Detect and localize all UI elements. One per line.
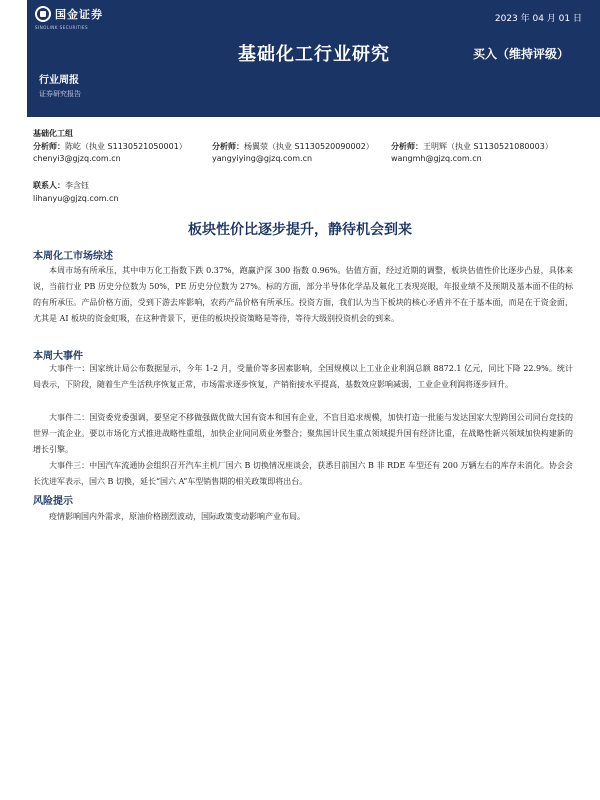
- analyst-group-name: 基础化工组: [33, 129, 73, 138]
- rating-badge: 买入（维持评级）: [473, 47, 570, 61]
- section-heading-events: 本周大事件: [33, 351, 83, 362]
- analyst-email[interactable]: wangmh@gjzq.com.cn: [391, 154, 482, 163]
- contact-label: 联系人：: [33, 181, 65, 190]
- analyst-label: 分析师：: [212, 142, 244, 151]
- report-date: 2023 年 04 月 01 日: [494, 14, 582, 24]
- contact-name: 李含钰: [65, 181, 89, 190]
- event-paragraph-2: 大事件二：国资委党委强调，要坚定不移做强做优做大国有资本和国有企业，不盲目追求规模，加快打造一批能与发达国家大型跨国公司同台竞技的世界一流企业。要以市场化方式推进战略性重组，加快企业间同质业务整合；聚焦国计民生重点领域提升国有经济比重，在战略性新兴领域加快构建新的增长引擎。: [33, 413, 573, 454]
- main-title: 板块性价比逐步提升，静待机会到来: [188, 222, 412, 238]
- contact-block: [33, 180, 119, 203]
- event-paragraph-3: 大事件三：中国汽车流通协会组织召开汽车主机厂国六 B 切换情况座谈会，获悉目前国六 B 非 RDE 车型还有 200 万辆左右的库存未消化。协会会长沈进军表示，国六 B 切换，延长“国六 A”车型销售期的相关政策即将出台。: [33, 461, 573, 486]
- report-type: 行业周报: [39, 75, 79, 86]
- report-title: 基础化工行业研究: [238, 44, 390, 65]
- analyst-entry: [212, 141, 391, 163]
- analyst-label: 分析师：: [33, 142, 65, 151]
- market-summary-paragraph: 本周市场有所承压，其中申万化工指数下跌 0.37%，跑赢沪深 300 指数 0.96%。估值方面，经过近期的调整，板块估值性价比逐步凸显，具体来说，当前行业 PB 历史分位数为 50%，PE 历史分位数为 27%。标的方面，部分半导体化学品及氟化工表现亮眼，年报业绩不及预期及基本面不佳的标的有所承压。产品价格方面，受到下游去库影响，农药产品价格有所承压。投资方面，我们认为当下板块的核心矛盾并不在于基本面，而是在于资金面，尤其是 AI 板块的资金虹吸，在这种背景下，更佳的板块投资策略是等待，等待大级别投资机会的到来。: [33, 266, 573, 323]
- event-paragraph-1: 大事件一：国家统计局公布数据显示，今年 1-2 月，受量价等多因素影响，全国规模以上工业企业利润总额 8872.1 亿元，同比下降 22.9%。统计局表示，下阶段，随着生产生活秩序恢复正常，市场需求逐步恢复，产销衔接水平提高，基数效应影响减弱，工业企业利润将逐步回升。: [33, 364, 573, 389]
- brand: [35, 6, 103, 22]
- analyst-block: [33, 128, 583, 163]
- analyst-entry: [391, 141, 570, 163]
- analyst-name: 杨翼荥（执业 S1130520090002）: [244, 142, 374, 151]
- brand-subtitle: SINOLINK SECURITIES: [35, 25, 89, 30]
- report-subtype: 证券研究报告: [39, 90, 81, 98]
- contact-email[interactable]: lihanyu@gjzq.com.cn: [33, 194, 119, 203]
- report-header: [27, 0, 600, 117]
- section-heading-risk: 风险提示: [33, 496, 73, 507]
- analyst-label: 分析师：: [391, 142, 423, 151]
- analyst-entry: [33, 141, 212, 163]
- risk-paragraph: 疫情影响国内外需求，原油价格剧烈波动，国际政策变动影响产业布局。: [49, 512, 305, 521]
- analyst-email[interactable]: chenyi3@gjzq.com.cn: [33, 154, 121, 163]
- analyst-email[interactable]: yangyiying@gjzq.com.cn: [212, 154, 313, 163]
- analyst-name: 陈屹（执业 S1130521050001）: [65, 142, 187, 151]
- analyst-name: 王明辉（执业 S1130521080003）: [423, 142, 553, 151]
- section-heading-market: 本周化工市场综述: [33, 251, 113, 262]
- brand-name: 国金证券: [55, 8, 103, 21]
- brand-logo-icon: [35, 6, 51, 22]
